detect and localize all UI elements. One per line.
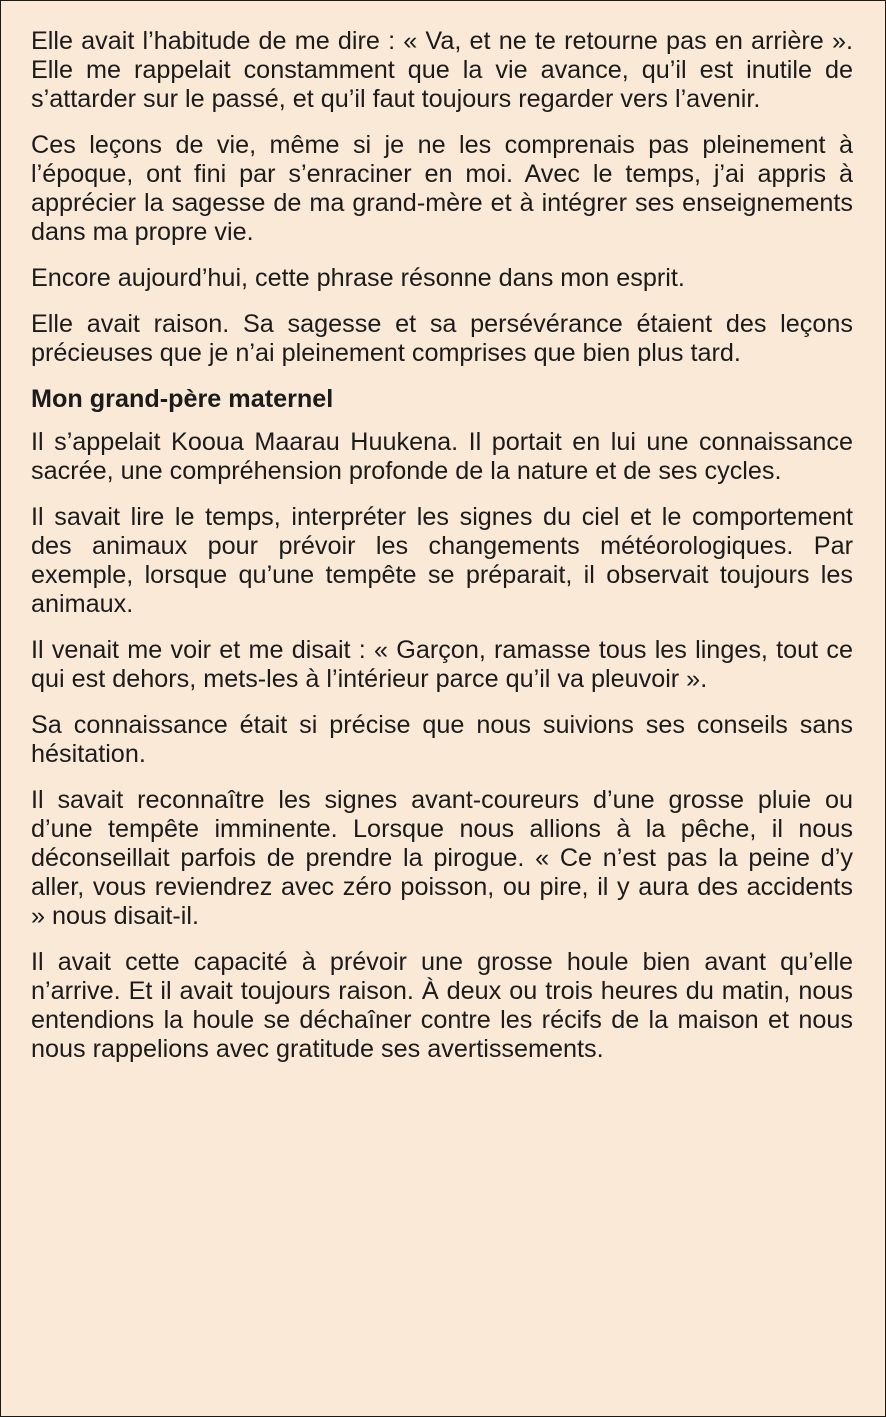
paragraph-grosse-houle: Il avait cette capacité à prévoir une grosse houle bien avant qu’elle n’arrive. Et il avait toujours raison. À deux ou trois heures du matin, nous entendions la houle se déchaîner contre les récifs de la maison et nous nous rappelions avec gratitude ses avertissements. (31, 948, 853, 1063)
paragraph-lecons-de-vie: Ces leçons de vie, même si je ne les comprenais pas pleinement à l’époque, ont fini par s’enraciner en moi. Avec le temps, j’ai appris à apprécier la sagesse de ma grand-mère et à intégrer ses enseignements dans ma propre vie. (31, 131, 853, 246)
paragraph-va-ne-te-retourne-pas: Elle avait l’habitude de me dire : « Va, et ne te retourne pas en arrière ». Elle me rappelait constamment que la vie avance, qu’il est inutile de s’attarder sur le passé, et qu’il faut toujours regarder vers l’avenir. (31, 27, 853, 113)
paragraph-signes-avant-coureurs: Il savait reconnaître les signes avant-coureurs d’une grosse pluie ou d’une tempête imminente. Lorsque nous allions à la pêche, il nous déconseillait parfois de prendre la pirogue. « Ce n’est pas la peine d’y aller, vous reviendrez avec zéro poisson, ou pire, il y aura des accidents » nous disait-il. (31, 786, 853, 930)
paragraph-elle-avait-raison: Elle avait raison. Sa sagesse et sa persévérance étaient des leçons précieuses que je n’ai pleinement comprises que bien plus tard. (31, 310, 853, 367)
paragraph-lire-le-temps: Il savait lire le temps, interpréter les signes du ciel et le comportement des animaux pour prévoir les changements météorologiques. Par exemple, lorsque qu’une tempête se préparait, il observait toujours les animaux. (31, 503, 853, 618)
paragraph-ramasse-les-linges: Il venait me voir et me disait : « Garçon, ramasse tous les linges, tout ce qui est dehors, mets-les à l’intérieur parce qu’il va pleuvoir ». (31, 636, 853, 693)
section-heading: Mon grand-père maternel (31, 385, 334, 413)
paragraph-phrase-resonne: Encore aujourd’hui, cette phrase résonne dans mon esprit. (31, 264, 685, 292)
paragraph-connaissance-precise: Sa connaissance était si précise que nous suivions ses conseils sans hésitation. (31, 711, 853, 768)
paragraph-nom-du-grand-pere: Il s’appelait Kooua Maarau Huukena. Il portait en lui une connaissance sacrée, une compréhension profonde de la nature et de ses cycles. (31, 428, 853, 485)
